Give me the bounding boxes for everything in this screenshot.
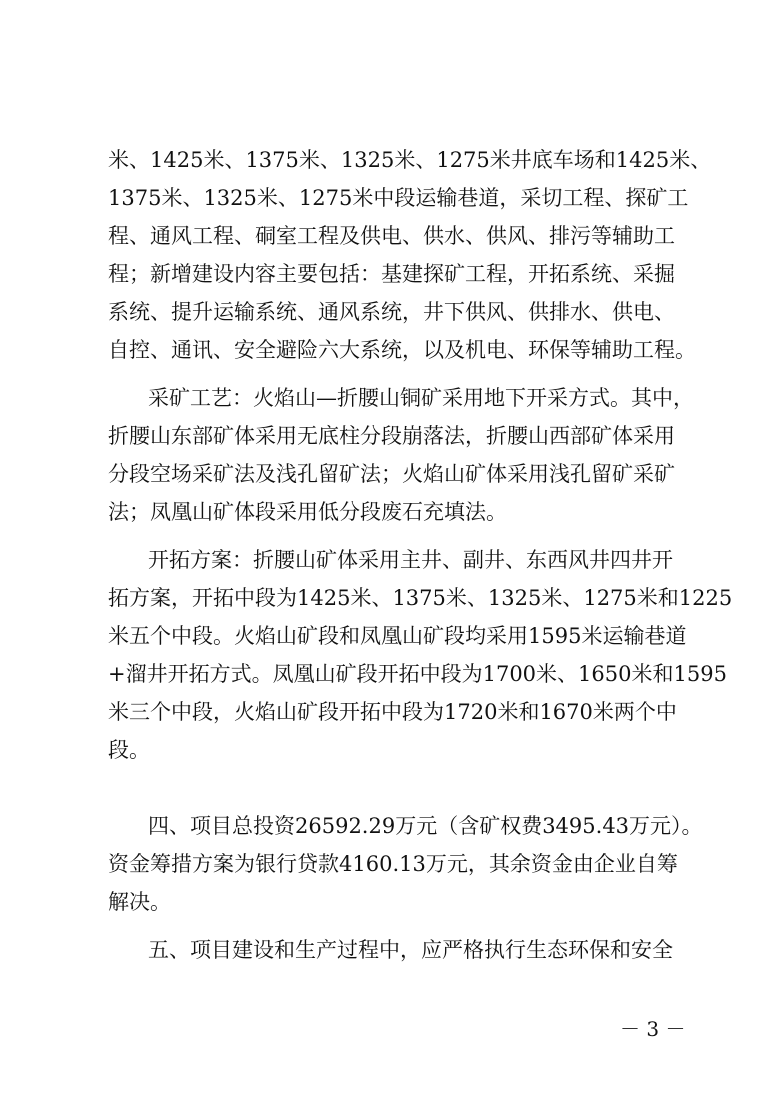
text-line-13: 米五个中段。火焰山矿段和凤凰山矿段均采用1595米运输巷道	[108, 624, 687, 648]
text-line-5: 系统、提升运输系统、通风系统，井下供风、供排水、供电、	[108, 300, 675, 324]
text-line-4: 程；新增建设内容主要包括：基建探矿工程，开拓系统、采掘	[108, 262, 675, 286]
text-line-11: 开拓方案：折腰山矿体采用主井、副井、东西风井四井开	[148, 548, 673, 572]
text-line-15: 米三个中段，火焰山矿段开拓中段为1720米和1670米两个中	[108, 700, 677, 724]
text-line-3: 程、通风工程、硐室工程及供电、供水、供风、排污等辅助工	[108, 224, 675, 248]
text-line-16: 段。	[108, 738, 150, 762]
text-line-19: 解决。	[108, 890, 171, 914]
text-line-6: 自控、通讯、安全避险六大系统，以及机电、环保等辅助工程。	[108, 338, 696, 362]
text-line-20: 五、项目建设和生产过程中，应严格执行生态环保和安全	[148, 938, 673, 962]
text-line-2: 1375米、1325米、1275米中段运输巷道，采切工程、探矿工	[108, 186, 689, 210]
page-number: － 3 －	[620, 1017, 686, 1041]
text-line-14: +溜井开拓方式。凤凰山矿段开拓中段为1700米、1650米和1595	[108, 662, 727, 686]
text-line-10: 法；凤凰山矿体段采用低分段废石充填法。	[108, 500, 507, 524]
text-line-18: 资金筹措方案为银行贷款4160.13万元，其余资金由企业自筹	[108, 852, 678, 876]
text-line-9: 分段空场采矿法及浅孔留矿法；火焰山矿体采用浅孔留矿采矿	[108, 462, 675, 486]
text-line-8: 折腰山东部矿体采用无底柱分段崩落法，折腰山西部矿体采用	[108, 424, 675, 448]
text-line-17: 四、项目总投资26592.29万元（含矿权费3495.43万元）。	[148, 814, 703, 838]
text-line-1: 米、1425米、1375米、1325米、1275米井底车场和1425米、	[108, 148, 712, 172]
text-line-12: 拓方案，开拓中段为1425米、1375米、1325米、1275米和1225	[108, 586, 733, 610]
text-line-7: 采矿工艺：火焰山—折腰山铜矿采用地下开采方式。其中，	[148, 386, 694, 410]
